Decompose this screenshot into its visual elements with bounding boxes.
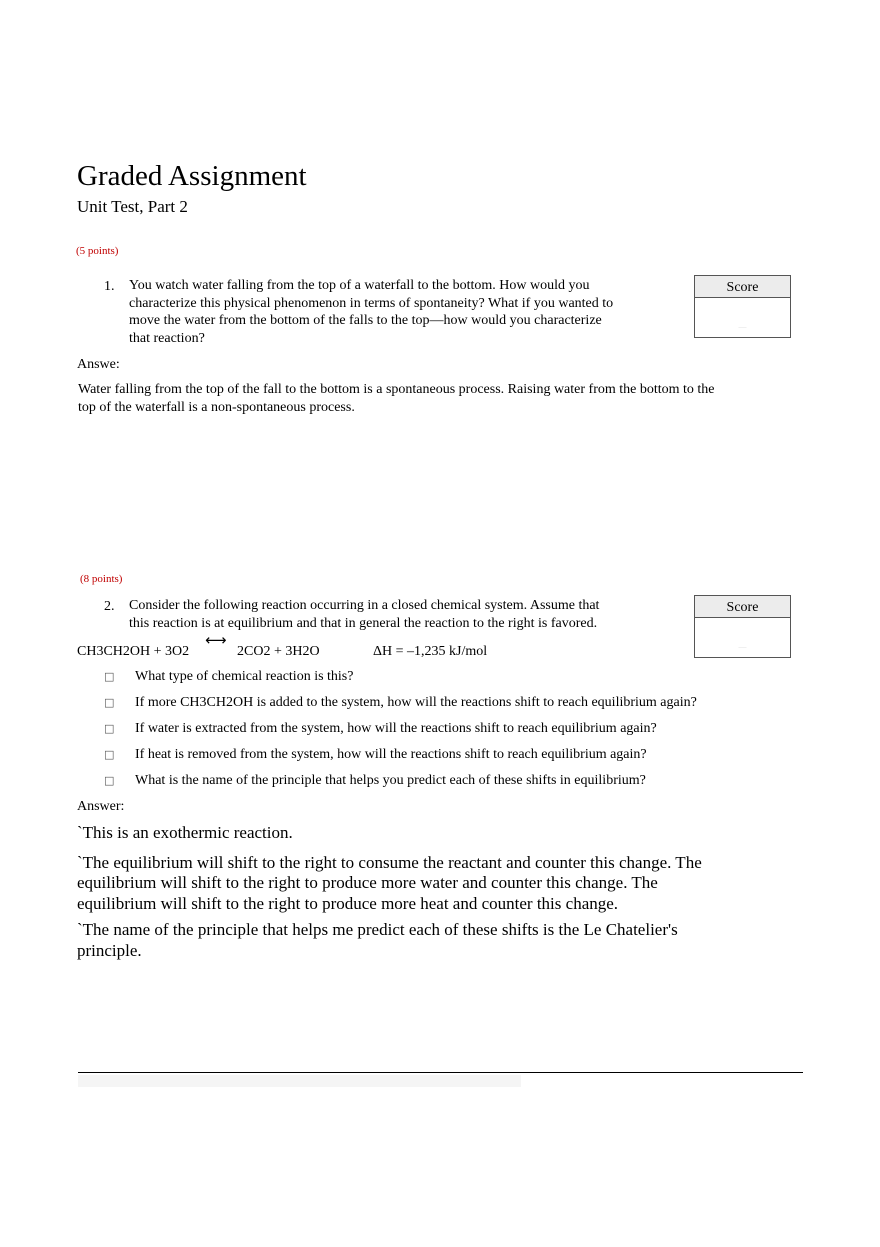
q2-subquestion-list <box>104 668 744 798</box>
equilibrium-arrow-icon: ⟷ <box>205 631 227 649</box>
q1-question <box>129 277 689 347</box>
subquestion-text: If heat is removed from the system, how will the reactions shift to reach equilibrium again? <box>135 747 647 762</box>
list-item <box>104 694 744 720</box>
q2-question <box>129 597 689 632</box>
q2-score-value[interactable]: —— <box>738 644 747 649</box>
page-title: Graded Assignment <box>77 160 307 192</box>
reaction-reactants: CH3CH2OH + 3O2 <box>77 644 190 659</box>
page-subtitle: Unit Test, Part 2 <box>77 197 188 216</box>
reaction-products: 2CO2 + 3H2O <box>237 644 320 659</box>
q1-score-label: Score <box>695 276 790 298</box>
q2-question-line: Consider the following reaction occurring in a closed chemical system. Assume that <box>129 598 600 613</box>
q1-score-value[interactable]: —— <box>738 324 747 329</box>
answer-line: `The name of the principle that helps me predict each of these shifts is the Le Chatelier's <box>77 920 678 939</box>
answer-line: equilibrium will shift to the right to produce more heat and counter this change. <box>77 893 619 913</box>
q1-question-line: that reaction? <box>129 330 205 346</box>
q2-question-line: this reaction is at equilibrium and that in general the reaction to the right is favored. <box>129 615 598 631</box>
checkbox-icon: □ <box>104 670 115 683</box>
list-item <box>104 772 744 798</box>
q1-question-line: move the water from the bottom of the falls to the top—how would you characterize <box>129 313 602 328</box>
checkbox-icon: □ <box>104 696 115 709</box>
answer-paragraph-3 <box>77 920 777 961</box>
subquestion-text: If water is extracted from the system, how will the reactions shift to reach equilibrium again? <box>135 721 657 736</box>
q2-score-label: Score <box>695 596 790 618</box>
q2-score-box <box>694 595 791 658</box>
answer-paragraph-1: `This is an exothermic reaction. <box>77 823 293 842</box>
subquestion-text: What type of chemical reaction is this? <box>135 669 354 684</box>
q2-points: (8 points) <box>80 573 123 585</box>
q1-number: 1. <box>104 279 115 294</box>
subquestion-text: What is the name of the principle that helps you predict each of these shifts in equilibrium? <box>135 773 646 788</box>
list-item <box>104 720 744 746</box>
q1-question-line: You watch water falling from the top of a waterfall to the bottom. How would you <box>129 278 590 293</box>
q1-answer <box>78 381 768 417</box>
q1-points: (5 points) <box>76 245 119 257</box>
answer-line: equilibrium will shift to the right to produce more water and counter this change. The <box>77 873 658 892</box>
list-item <box>104 668 744 694</box>
reaction-enthalpy: ΔH = –1,235 kJ/mol <box>373 644 488 659</box>
footer-divider <box>78 1072 803 1073</box>
q2-number: 2. <box>104 599 115 614</box>
footer-bar <box>78 1075 521 1087</box>
q1-question-line: characterize this physical phenomenon in terms of spontaneity? What if you wanted to <box>129 295 614 311</box>
subquestion-text: If more CH3CH2OH is added to the system, how will the reactions shift to reach equilibrium again? <box>135 695 697 710</box>
checkbox-icon: □ <box>104 722 115 735</box>
list-item <box>104 746 744 772</box>
checkbox-icon: □ <box>104 748 115 761</box>
q1-answer-line: Water falling from the top of the fall to the bottom is a spontaneous process. Raising water from the bottom to the <box>78 382 715 397</box>
q1-answer-label: Answe: <box>77 357 120 372</box>
q2-answer-label: Answer: <box>77 799 125 814</box>
answer-line: principle. <box>77 940 142 960</box>
q2-answer <box>77 823 777 961</box>
answer-line: `The equilibrium will shift to the right to consume the reactant and counter this change. The <box>77 852 702 872</box>
answer-paragraph-2 <box>77 853 777 915</box>
q1-answer-line: top of the waterfall is a non-spontaneous process. <box>78 400 355 415</box>
checkbox-icon: □ <box>104 774 115 787</box>
q1-score-box <box>694 275 791 338</box>
